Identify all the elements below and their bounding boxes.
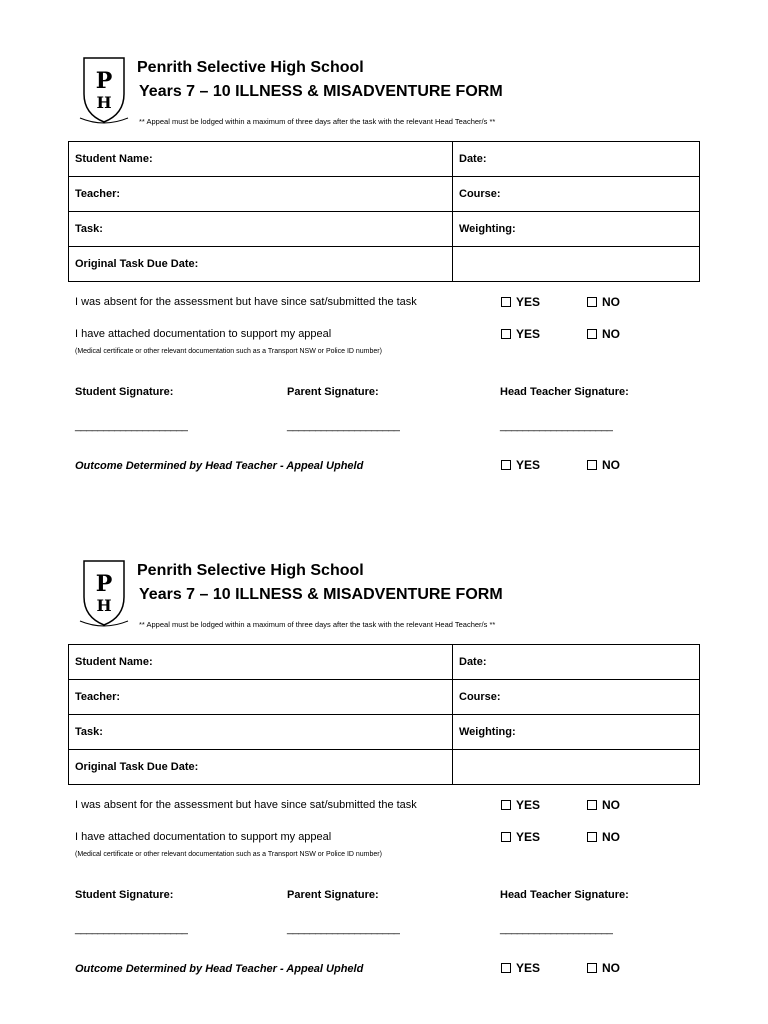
absent-no-checkbox[interactable]: NO <box>587 798 620 812</box>
checkbox-icon <box>587 963 597 973</box>
checkbox-icon <box>501 460 511 470</box>
checkbox-icon <box>587 297 597 307</box>
absent-no-checkbox[interactable]: NO <box>587 295 620 309</box>
weighting-field[interactable]: Weighting: <box>453 715 700 750</box>
task-field[interactable]: Task: <box>69 715 453 750</box>
weighting-field[interactable]: Weighting: <box>453 212 700 247</box>
original-due-date-field[interactable]: Original Task Due Date: <box>69 247 453 282</box>
checkbox-icon <box>501 963 511 973</box>
outcome-no-checkbox[interactable]: NO <box>587 961 620 975</box>
illness-misadventure-form-1 <box>0 0 768 500</box>
school-crest-icon <box>78 557 130 629</box>
parent-signature-line[interactable]: ____________________ <box>287 420 400 432</box>
absent-yes-checkbox[interactable]: YES <box>501 798 540 812</box>
svg-text:P: P <box>95 571 113 597</box>
student-signature-label: Student Signature: <box>75 889 174 901</box>
svg-text:P: P <box>95 68 113 94</box>
documentation-note: (Medical certificate or other relevant documentation such as a Transport NSW or Police ID number) <box>75 348 382 355</box>
documentation-question: I have attached documentation to support my appeal <box>75 328 332 340</box>
original-due-date-field[interactable]: Original Task Due Date: <box>69 750 453 785</box>
details-table <box>68 644 700 785</box>
svg-text:H: H <box>96 596 112 615</box>
course-field[interactable]: Course: <box>453 680 700 715</box>
form-title: Years 7 – 10 ILLNESS & MISADVENTURE FORM <box>139 83 503 100</box>
teacher-field[interactable]: Teacher: <box>69 177 453 212</box>
date-field[interactable]: Date: <box>453 142 700 177</box>
head-teacher-signature-line[interactable]: ____________________ <box>500 420 613 432</box>
empty-cell <box>453 750 700 785</box>
appeal-note: ** Appeal must be lodged within a maximum of three days after the task with the relevant Head Teacher/s ** <box>139 620 496 629</box>
teacher-field[interactable]: Teacher: <box>69 680 453 715</box>
student-name-field[interactable]: Student Name: <box>69 645 453 680</box>
outcome-label: Outcome Determined by Head Teacher - Appeal Upheld <box>75 963 364 975</box>
head-teacher-signature-label: Head Teacher Signature: <box>500 386 629 398</box>
parent-signature-label: Parent Signature: <box>287 386 379 398</box>
checkbox-icon <box>501 800 511 810</box>
student-signature-line[interactable]: ____________________ <box>75 420 188 432</box>
documentation-no-checkbox[interactable]: NO <box>587 327 620 341</box>
student-signature-line[interactable]: ____________________ <box>75 923 188 935</box>
school-crest-icon <box>78 54 130 126</box>
school-name: Penrith Selective High School <box>137 59 364 76</box>
documentation-no-checkbox[interactable]: NO <box>587 830 620 844</box>
documentation-note: (Medical certificate or other relevant documentation such as a Transport NSW or Police ID number) <box>75 851 382 858</box>
student-name-field[interactable]: Student Name: <box>69 142 453 177</box>
checkbox-icon <box>587 460 597 470</box>
checkbox-icon <box>587 832 597 842</box>
course-field[interactable]: Course: <box>453 177 700 212</box>
student-signature-label: Student Signature: <box>75 386 174 398</box>
outcome-no-checkbox[interactable]: NO <box>587 458 620 472</box>
checkbox-icon <box>501 297 511 307</box>
head-teacher-signature-line[interactable]: ____________________ <box>500 923 613 935</box>
checkbox-icon <box>501 329 511 339</box>
school-name: Penrith Selective High School <box>137 562 364 579</box>
absent-question: I was absent for the assessment but have since sat/submitted the task <box>75 799 417 811</box>
outcome-yes-checkbox[interactable]: YES <box>501 458 540 472</box>
svg-text:H: H <box>96 93 112 112</box>
form-title: Years 7 – 10 ILLNESS & MISADVENTURE FORM <box>139 586 503 603</box>
appeal-note: ** Appeal must be lodged within a maximum of three days after the task with the relevant Head Teacher/s ** <box>139 117 496 126</box>
absent-yes-checkbox[interactable]: YES <box>501 295 540 309</box>
checkbox-icon <box>587 800 597 810</box>
head-teacher-signature-label: Head Teacher Signature: <box>500 889 629 901</box>
outcome-label: Outcome Determined by Head Teacher - Appeal Upheld <box>75 460 364 472</box>
checkbox-icon <box>501 832 511 842</box>
outcome-yes-checkbox[interactable]: YES <box>501 961 540 975</box>
parent-signature-label: Parent Signature: <box>287 889 379 901</box>
details-table <box>68 141 700 282</box>
task-field[interactable]: Task: <box>69 212 453 247</box>
documentation-yes-checkbox[interactable]: YES <box>501 327 540 341</box>
documentation-yes-checkbox[interactable]: YES <box>501 830 540 844</box>
illness-misadventure-form-2 <box>0 503 768 1003</box>
documentation-question: I have attached documentation to support my appeal <box>75 831 332 843</box>
checkbox-icon <box>587 329 597 339</box>
date-field[interactable]: Date: <box>453 645 700 680</box>
parent-signature-line[interactable]: ____________________ <box>287 923 400 935</box>
absent-question: I was absent for the assessment but have since sat/submitted the task <box>75 296 417 308</box>
empty-cell <box>453 247 700 282</box>
